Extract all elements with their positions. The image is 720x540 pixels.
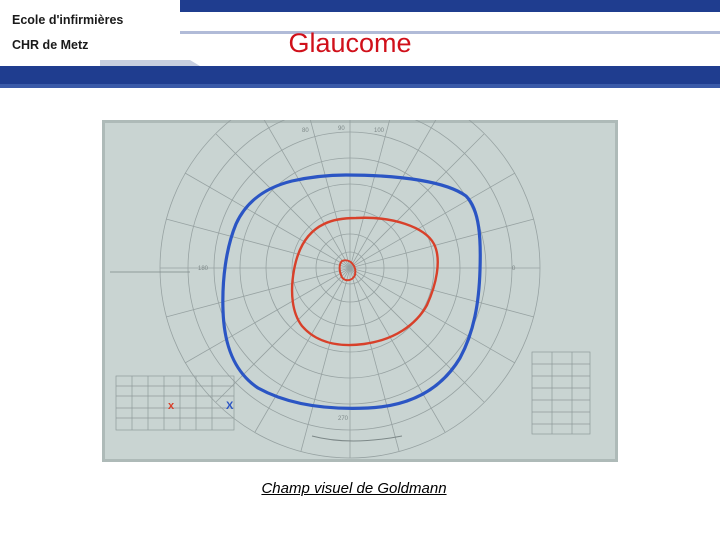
svg-text:180: 180 xyxy=(198,266,209,272)
hospital-name: CHR de Metz xyxy=(12,38,89,52)
school-name: Ecole d'infirmières xyxy=(12,13,124,27)
svg-text:80: 80 xyxy=(302,128,309,134)
header-banner xyxy=(0,0,720,90)
visual-field-chart xyxy=(102,120,618,462)
svg-text:270: 270 xyxy=(338,416,349,422)
red-mark: x xyxy=(168,400,175,412)
figure-caption: Champ visuel de Goldmann xyxy=(261,480,447,497)
goldmann-visual-field-photo xyxy=(102,120,618,462)
blue-mark: X xyxy=(226,400,234,412)
svg-text:90: 90 xyxy=(338,126,345,132)
svg-text:0: 0 xyxy=(512,266,516,272)
svg-text:100: 100 xyxy=(374,128,385,134)
slide-title: Glaucome xyxy=(288,28,412,58)
